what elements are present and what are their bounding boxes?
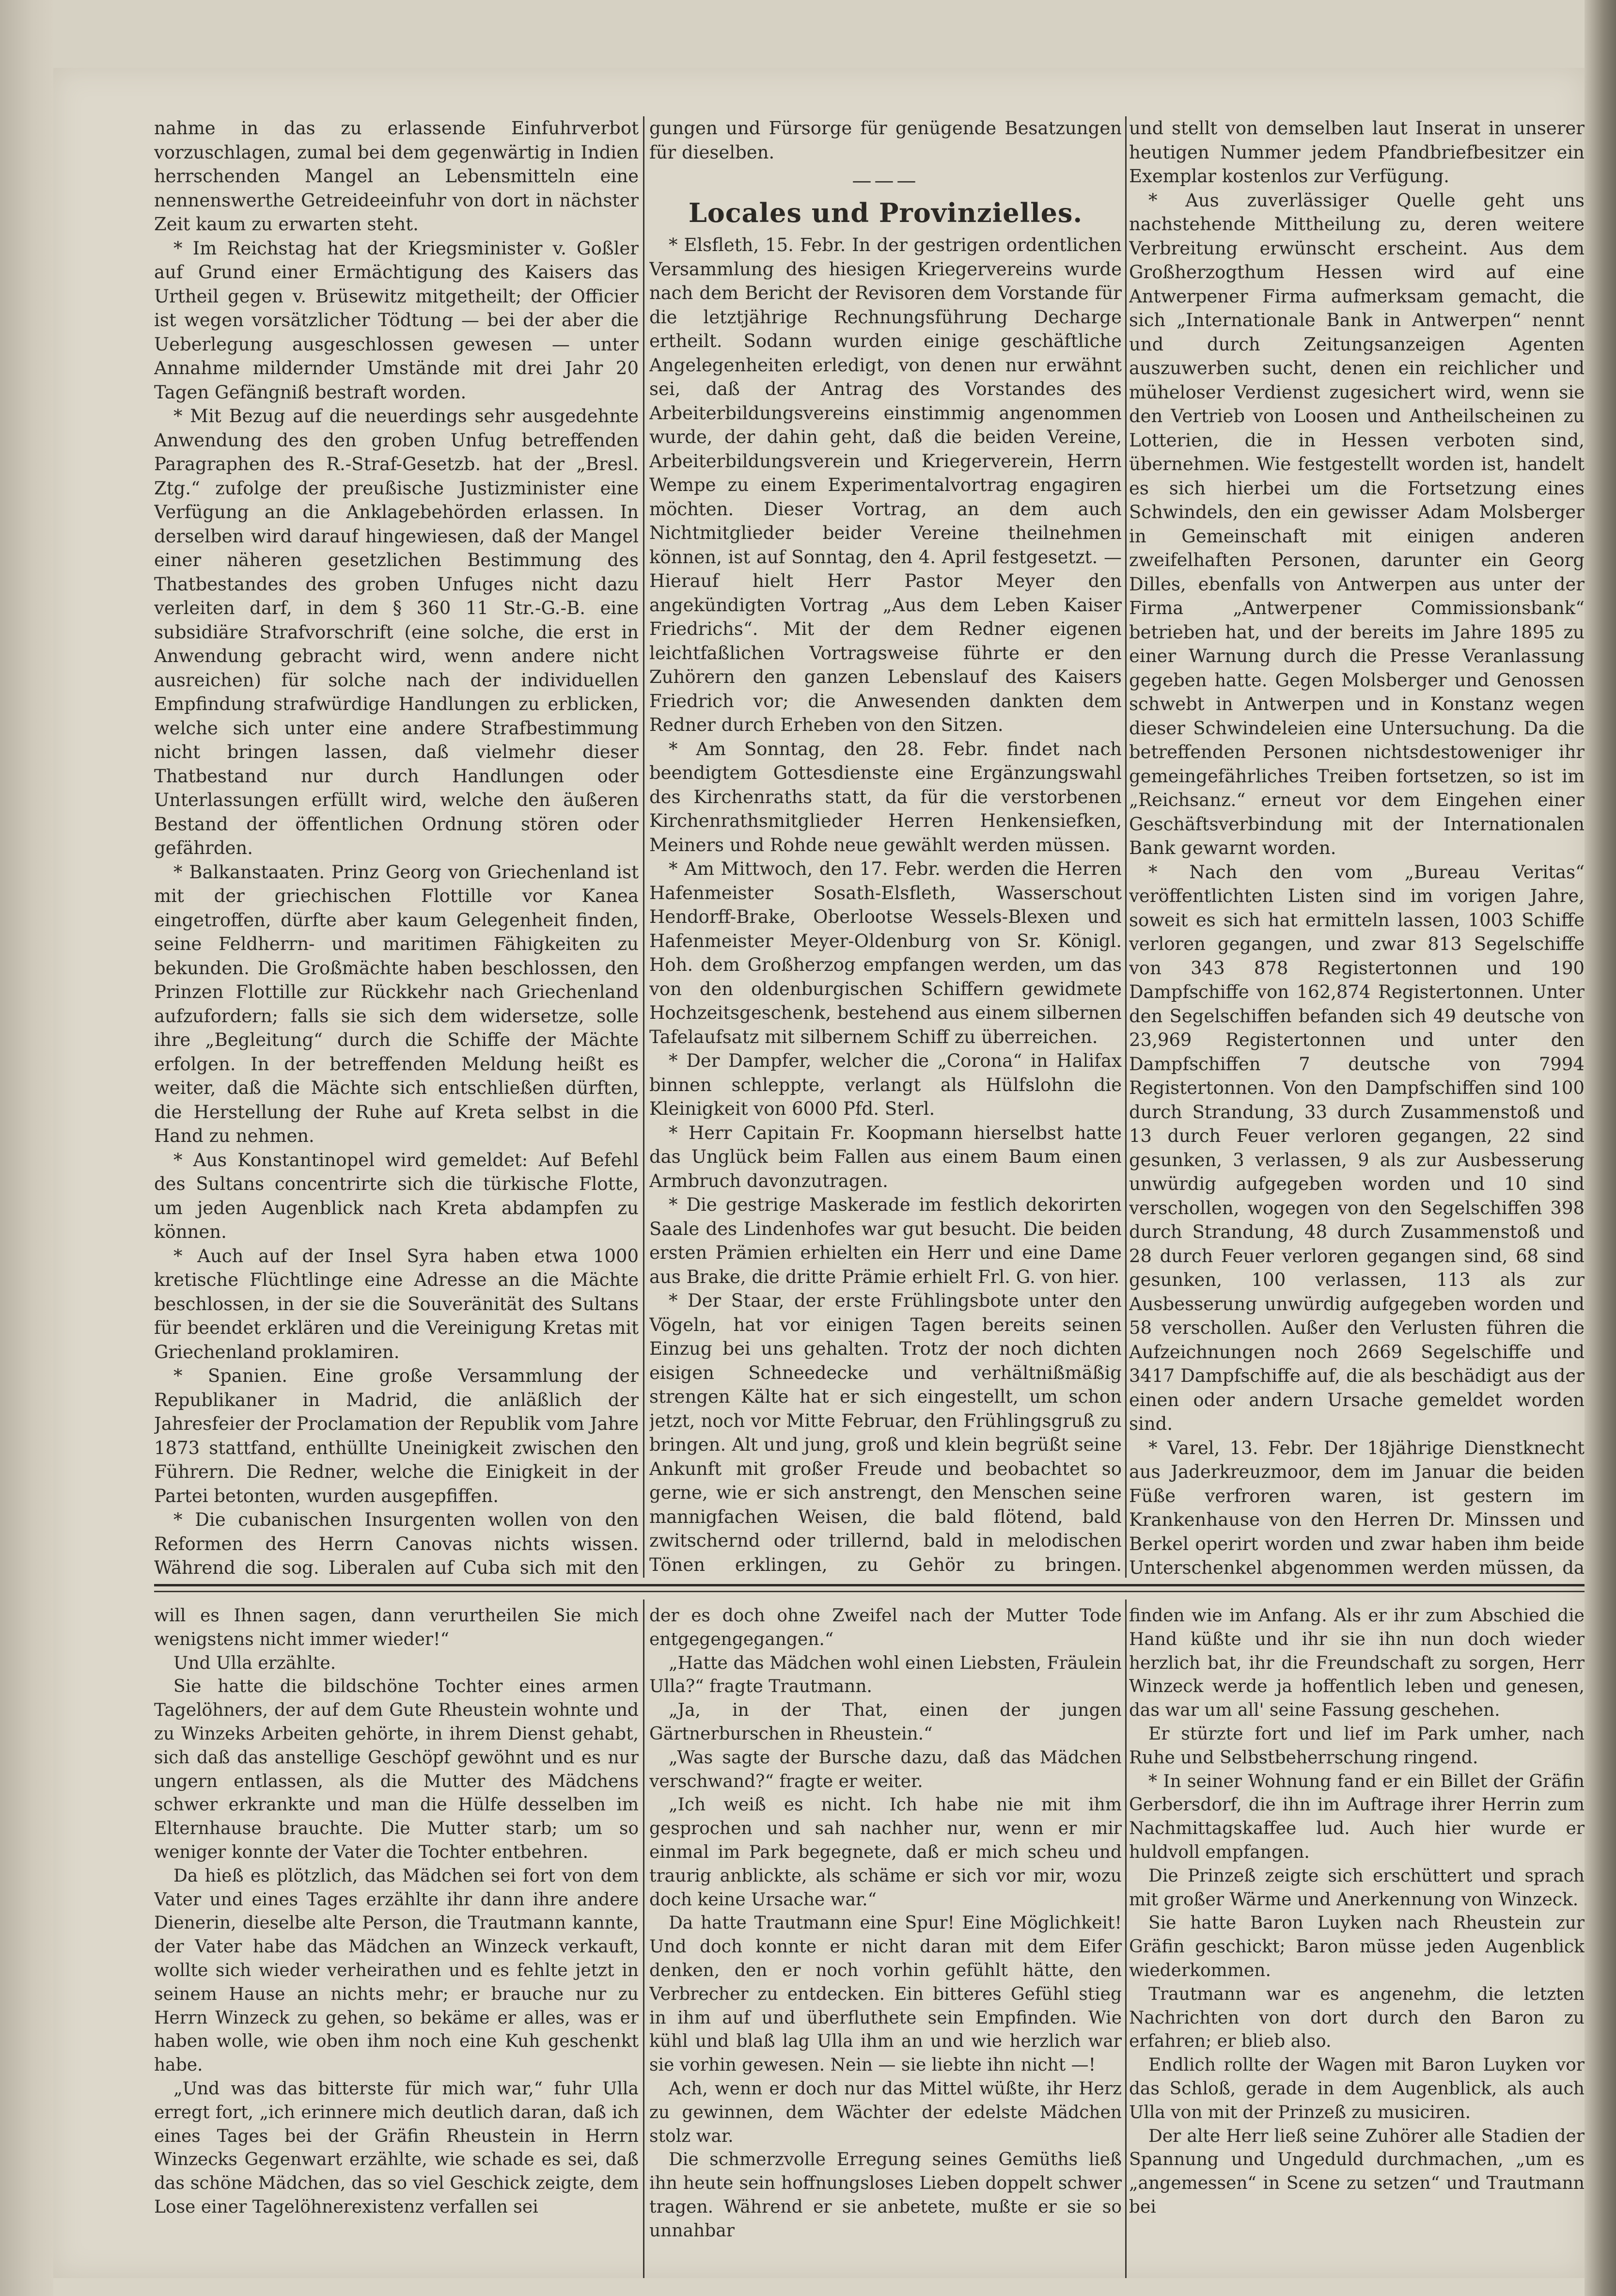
story-paragraph: „Ja, in der That, einen der jungen Gärtnerburschen in Rheustein.“	[649, 1700, 1122, 1744]
story-paragraph: Ach, wenn er doch nur das Mittel wüßte, ihr Herz zu gewinnen, dem Wächter der edelste Mädchen stolz war.	[649, 2078, 1122, 2146]
column-rule-2	[1125, 116, 1127, 1578]
story-paragraph: * In seiner Wohnung fand er ein Billet der Gräfin Gerbersdorf, die ihn im Auftrage ihrer Herrin zum Nachmittagskaffee lud. Auch hier wurde er huldvoll empfangen.	[1129, 1771, 1585, 1862]
article-paragraph: * Am Sonntag, den 28. Febr. findet nach beendigtem Gottesdienste eine Ergänzungswahl des Kirchenraths statt, da für die verstorbenen Kirchenrathsmitglieder Herren Henkensiefken, Meiners und Rohde neue gewählt werden müssen.	[649, 738, 1122, 855]
article-paragraph: * Die cubanischen Insurgenten wollen von den Reformen des Herrn Canovas nichts wissen. Während die sog. Liberalen auf Cuba sich mit den	[154, 1509, 639, 1578]
story-paragraph: „Hatte das Mädchen wohl einen Liebsten, Fräulein Ulla?“ fragte Trautmann.	[649, 1653, 1122, 1697]
story-paragraph: Da hieß es plötzlich, das Mädchen sei fort von dem Vater und eines Tages erzählte ihr dann ihre andere Dienerin, dieselbe alte Person, die Trautmann kannte, der Vater habe das Mädchen an Winzeck verkauft, wollte sich wieder verheirathen und es fehlte jetzt in seinem Hause an nichts mehr; er brauche nur zu Herrn Winzeck zu gehen, so bekäme er alles, was er haben wolle, wie oben ihm noch eine Kuh geschenkt habe.	[154, 1866, 639, 2075]
article-paragraph: * Aus Konstantinopel wird gemeldet: Auf Befehl des Sultans concentrirte sich die türkische Flotte, um jeden Augenblick nach Kreta abdampfen zu können.	[154, 1149, 639, 1242]
article-paragraph: * Im Reichstag hat der Kriegsminister v. Goßler auf Grund einer Ermächtigung des Kaisers das Urtheil gegen v. Brüsewitz mitgetheilt; der Officier ist wegen vorsätzlicher Tödtung — bei der aber die Ueberlegung ausgeschlossen gewesen — unter Annahme mildernder Umstände mit drei Jahr 20 Tagen Gefängniß bestraft worden.	[154, 238, 639, 403]
page-edge	[1585, 0, 1616, 2296]
story-paragraph: Der alte Herr ließ seine Zuhörer alle Stadien der Spannung und Ungeduld durchmachen, „um es „angemessen“ in Scene zu setzen“ und Trautmann bei	[1129, 2126, 1585, 2217]
story-paragraph: Er stürzte fort und lief im Park umher, nach Ruhe und Selbstbeherrschung ringend.	[1129, 1724, 1585, 1768]
article-paragraph: * Aus zuverlässiger Quelle geht uns nachstehende Mittheilung zu, deren weitere Verbreitung erwünscht erscheint. Aus dem Großherzogthum Hessen wird auf eine Antwerpener Firma aufmerksam gemacht, die sich „Internationale Bank in Antwerpen“ nennt und durch Zeitungsanzeigen Agenten auszuwerben sucht, denen ein reichlicher und müheloser Verdienst zugesichert wird, wenn sie den Vertrieb von Loosen und Antheilscheinen zu Lotterien, die in Hessen verboten sind, übernehmen. Wie festgestellt worden ist, handelt es sich hierbei um die Fortsetzung eines Schwindels, den ein gewisser Adam Molsberger in Gemeinschaft mit einigen anderen zweifelhaften Personen, darunter ein Georg Dilles, ebenfalls von Antwerpen aus unter der Firma „Antwerpener Commissionsbank“ betrieben hat, und der bereits im Jahre 1895 zu einer Warnung durch die Presse Veranlassung gegeben hatte. Gegen Molsberger und Genossen schwebt in Antwerpen und in Konstanz wegen dieser Schwindeleien eine Untersuchung. Da die betreffenden Personen nichtsdestoweniger ihr gemeingefährliches Treiben fortsetzen, so ist im „Reichsanz.“ erneut vor dem Eingehen einer Geschäftsverbindung mit der Internationalen Bank gewarnt worden.	[1129, 190, 1585, 858]
story-paragraph: „Und was das bitterste für mich war,“ fuhr Ulla erregt fort, „ich erinnere mich deutlich daran, daß ich eines Tages bei der Gräfin Rheustein in Herrn Winzecks Gegenwart erzählte, wie schade es sei, daß das schöne Mädchen, das so viel Geschick zeigte, dem Lose einer Tagelöhnerexistenz verfallen sei	[154, 2078, 639, 2217]
feuilleton-divider-thin	[154, 1591, 1585, 1592]
article-paragraph: * Nach den vom „Bureau Veritas“ veröffentlichten Listen sind im vorigen Jahre, soweit es sich hat ermitteln lassen, 1003 Schiffe verloren gegangen, und zwar 813 Segelschiffe von 343 878 Registertonnen und 190 Dampfschiffe von 162,874 Registertonnen. Unter den Segelschiffen befanden sich 49 deutsche von 23,969 Registertonnen und unter den Dampfschiffen 7 deutsche von 7994 Registertonnen. Von den Dampfschiffen sind 100 durch Strandung, 33 durch Zusammenstoß und 13 durch Feuer verloren gegangen, 22 sind gesunken, 3 verlassen, 9 als zur Ausbesserung unwürdig aufgegeben worden und 10 sind verschollen, wogegen von den Segelschiffen 398 durch Strandung, 48 durch Zusammenstoß und 28 durch Feuer verloren gegangen sind, 68 sind gesunken, 100 verlassen, 113 als zur Ausbesserung unwürdig aufgegeben worden und 58 verschollen. Außer den Verlusten führen die Aufzeichnungen noch 2669 Segelschiffe und 3417 Dampfschiffe auf, die als beschädigt aus der einen oder andern Ursache gemeldet worden sind.	[1129, 861, 1585, 1434]
article-paragraph: gungen und Fürsorge für genügende Besatzungen für dieselben.	[649, 118, 1122, 163]
story-paragraph: Da hatte Trautmann eine Spur! Eine Möglichkeit! Und doch konnte er nicht daran mit dem Eifer denken, den er noch vorhin gefühlt hätte, den Verbrecher zu entdecken. Ein bitteres Gefühl stieg in ihm auf und überfluthete sein Empfinden. Wie kühl und blaß lag Ulla ihm an und wie herzlich war sie vorhin gewesen. Nein — sie liebte ihn nicht —!	[649, 1913, 1122, 2075]
feuilleton-column-1	[154, 1604, 639, 2278]
story-paragraph: „Ich weiß es nicht. Ich habe nie mit ihm gesprochen und sah nachher nur, wenn er mir einmal im Park begegnete, daß er mich scheu und traurig anblickte, als schäme er sich vor mir, wozu doch keine Ursache war.“	[649, 1795, 1122, 1910]
feuilleton-column-2	[649, 1604, 1122, 2278]
article-paragraph: * Varel, 13. Febr. Der 18jährige Dienstknecht aus Jaderkreuzmoor, dem im Januar die beiden Füße verfroren waren, ist gestern im Krankenhause von den Herren Dr. Minssen und Berkel operirt worden und zwar haben ihm beide Unterschenkel abgenommen werden müssen, da	[1129, 1437, 1585, 1578]
top-margin	[53, 0, 1585, 68]
article-paragraph: * Die gestrige Maskerade im festlich dekorirten Saale des Lindenhofes war gut besucht. Die beiden ersten Prämien erhielten ein Herr und eine Dame aus Brake, die dritte Prämie erhielt Frl. G. von hier.	[649, 1194, 1122, 1287]
separator: ———	[852, 170, 919, 192]
feuilleton-divider	[154, 1584, 1585, 1586]
article-paragraph: * Herr Capitain Fr. Koopmann hierselbst hatte das Unglück beim Fallen aus einem Baum einen Armbruch davonzutragen.	[649, 1122, 1122, 1191]
story-paragraph: Und Ulla erzählte.	[173, 1653, 336, 1673]
book-spine-shadow	[0, 0, 53, 2296]
section-title: Locales und Provinzielles.	[688, 197, 1083, 228]
story-paragraph: will es Ihnen sagen, dann verurtheilen Sie mich wenigstens nicht immer wieder!“	[154, 1606, 639, 1649]
story-paragraph: Endlich rollte der Wagen mit Baron Luyken vor das Schloß, gerade in dem Augenblick, als auch Ulla von mit der Prinzeß zu musiciren.	[1129, 2055, 1585, 2122]
story-paragraph: Sie hatte Baron Luyken nach Rheustein zur Gräfin geschickt; Baron müsse jeden Augenblick wiederkommen.	[1129, 1913, 1585, 1980]
news-column-1	[154, 116, 639, 1578]
article-paragraph: nahme in das zu erlassende Einfuhrverbot vorzuschlagen, zumal bei dem gegenwärtig in Indien herrschenden Mangel an Lebensmitteln eine nennenswerthe Getreideeinfuhr von dort in nächster Zeit kaum zu erwarten steht.	[154, 118, 639, 235]
story-paragraph: „Was sagte der Bursche dazu, daß das Mädchen verschwand?“ fragte er weiter.	[649, 1747, 1122, 1791]
article-paragraph: * Spanien. Eine große Versammlung der Republikaner in Madrid, die anläßlich der Jahresfeier der Proclamation der Republik vom Jahre 1873 stattfand, enthüllte Uneinigkeit zwischen den Führern. Die Redner, welche die Einigkeit in der Partei betonten, wurden ausgepfiffen.	[154, 1365, 639, 1506]
feuilleton-column-3	[1129, 1604, 1585, 2278]
news-column-3	[1129, 116, 1585, 1578]
story-paragraph: Sie hatte die bildschöne Tochter eines armen Tagelöhners, der auf dem Gute Rheustein wohnte und zu Winzeks Arbeiten gehörte, in ihrem Dienst gehabt, sich daß das anstellige Geschöpf gewöhnt und es nur ungern entlassen, als die Mutter des Mädchens schwer erkrankte und man die Hülfe desselben im Elternhause brauchte. Die Mutter starb; um so weniger konnte der Vater die Tochter entbehren.	[154, 1677, 639, 1862]
story-paragraph: Trautmann war es angenehm, die letzten Nachrichten von dort durch den Baron zu erfahren; er blieb also.	[1129, 1984, 1585, 2052]
article-paragraph: * Am Mittwoch, den 17. Febr. werden die Herren Hafenmeister Sosath-Elsfleth, Wasserschout Hendorff-Brake, Oberlootse Wessels-Blexen und Hafenmeister Meyer-Oldenburg von Sr. Königl. Hoh. dem Großherzog empfangen werden, um das von den oldenburgischen Schiffern gewidmete Hochzeitsgeschenk, bestehend aus einem silbernen Tafelaufsatz mit silbernem Schiff zu überreichen.	[649, 858, 1122, 1047]
story-paragraph: finden wie im Anfang. Als er ihr zum Abschied die Hand küßte und ihr sie ihn nun doch wieder herzlich bat, ihr die Freundschaft zu sorgen, Herr Winzeck werde ja hoffentlich leben und genesen, das war um all' seine Fassung geschehen.	[1129, 1606, 1585, 1721]
feuilleton-rule-1	[643, 1599, 644, 2278]
article-paragraph: * Elsfleth, 15. Febr. In der gestrigen ordentlichen Versammlung des hiesigen Kriegervereins wurde nach dem Bericht der Revisoren dem Vorstande für die letztjährige Rechnungsführung Decharge ertheilt. Sodann wurden einige geschäftliche Angelegenheiten erledigt, von denen nur erwähnt sei, daß der Antrag des Vorstandes des Arbeiterbildungsvereins einstimmig angenommen wurde, der dahin geht, daß die beiden Vereine, Arbeiterbildungsverein und Kriegerverein, Herrn Wempe zu einem Experimentalvortrag engagiren möchten. Dieser Vortrag, an dem auch Nichtmitglieder beider Vereine theilnehmen können, ist auf Sonntag, den 4. April festgesetzt. — Hierauf hielt Herr Pastor Meyer den angekündigten Vortrag „Aus dem Leben Kaiser Friedrichs“. Mit der dem Redner eigenen leichtfaßlichen Vortragsweise führte er den Zuhörern den ganzen Lebenslauf des Kaisers Friedrich vor; die Anwesenden dankten dem Redner durch Erheben von den Sitzen.	[649, 235, 1122, 735]
column-rule-1	[643, 116, 644, 1578]
article-paragraph: * Der Staar, der erste Frühlingsbote unter den Vögeln, hat vor einigen Tagen bereits seinen Einzug bei uns gehalten. Trotz der noch dichten eisigen Schneedecke und verhältnißmäßig strengen Kälte hat er sich eingestellt, um schon jetzt, noch vor Mitte Februar, den Frühlingsgruß zu bringen. Alt und jung, groß und klein begrüßt seine Ankunft mit großer Freude und beobachtet so gerne, wie er sich anstrengt, den Menschen seine mannigfachen Weisen, die bald flötend, bald zwitschernd oder trillernd, bald in melodischen Tönen erklingen, zu Gehör zu bringen.	[649, 1290, 1122, 1575]
article-paragraph: * Balkanstaaten. Prinz Georg von Griechenland ist mit der griechischen Flottille vor Kanea eingetroffen, dürfte aber kaum Gelegenheit finden, seine Feldherrn- und maritimen Fähigkeiten zu bekunden. Die Großmächte haben beschlossen, den Prinzen Flottille zur Rückkehr nach Griechenland aufzufordern; falls sie sich dem widersetze, solle ihre „Begleitung“ durch die Schiffe der Mächte erfolgen. In der betreffenden Meldung heißt es weiter, daß die Mächte sich entschließen dürften, die Herstellung der Ruhe auf Kreta selbst in die Hand zu nehmen.	[154, 861, 639, 1146]
article-paragraph: * Mit Bezug auf die neuerdings sehr ausgedehnte Anwendung des den groben Unfug betreffenden Paragraphen des R.-Straf-Gesetzb. hat der „Bresl. Ztg.“ zufolge der preußische Justizminister eine Verfügung an die Anklagebehörden erlassen. In derselben wird darauf hingewiesen, daß der Mangel einer näheren gesetzlichen Bestimmung des Thatbestandes des groben Unfuges nicht dazu verleiten darf, in dem § 360 11 Str.-G.-B. eine subsidiäre Strafvorschrift (eine solche, die erst in Anwendung gebracht wird, wenn andere nicht ausreichen) für solche nach der individuellen Empfindung strafwürdige Handlungen zu erblicken, welche sich unter eine andere Strafbestimmung nicht bringen lassen, daß vielmehr dieser Thatbestand nur durch Handlungen oder Unterlassungen erfüllt wird, welche den äußeren Bestand der öffentlichen Ordnung stören oder gefährden.	[154, 406, 639, 858]
article-paragraph: * Auch auf der Insel Syra haben etwa 1000 kretische Flüchtlinge eine Adresse an die Mächte beschlossen, in der sie die Souveränität des Sultans für beendet erklären und die Vereinigung Kretas mit Griechenland proklamiren.	[154, 1245, 639, 1362]
article-paragraph: und stellt von demselben laut Inserat in unserer heutigen Nummer jedem Pfandbriefbesitzer ein Exemplar kostenlos zur Verfügung.	[1129, 118, 1585, 187]
feuilleton-rule-2	[1125, 1599, 1127, 2278]
story-paragraph: Die Prinzeß zeigte sich erschüttert und sprach mit großer Wärme und Anerkennung von Winzeck.	[1129, 1866, 1585, 1910]
news-column-2	[649, 116, 1122, 1578]
story-paragraph: Die schmerzvolle Erregung seines Gemüths ließ ihn heute sein hoffnungsloses Lieben doppelt schwer tragen. Während er sie anbetete, mußte er sie so unnahbar	[649, 2150, 1122, 2241]
story-paragraph: der es doch ohne Zweifel nach der Mutter Tode entgegengegangen.“	[649, 1606, 1122, 1649]
article-paragraph: * Der Dampfer, welcher die „Corona“ in Halifax binnen schleppte, verlangt als Hülfslohn die Kleinigkeit von 6000 Pfd. Sterl.	[649, 1050, 1122, 1119]
